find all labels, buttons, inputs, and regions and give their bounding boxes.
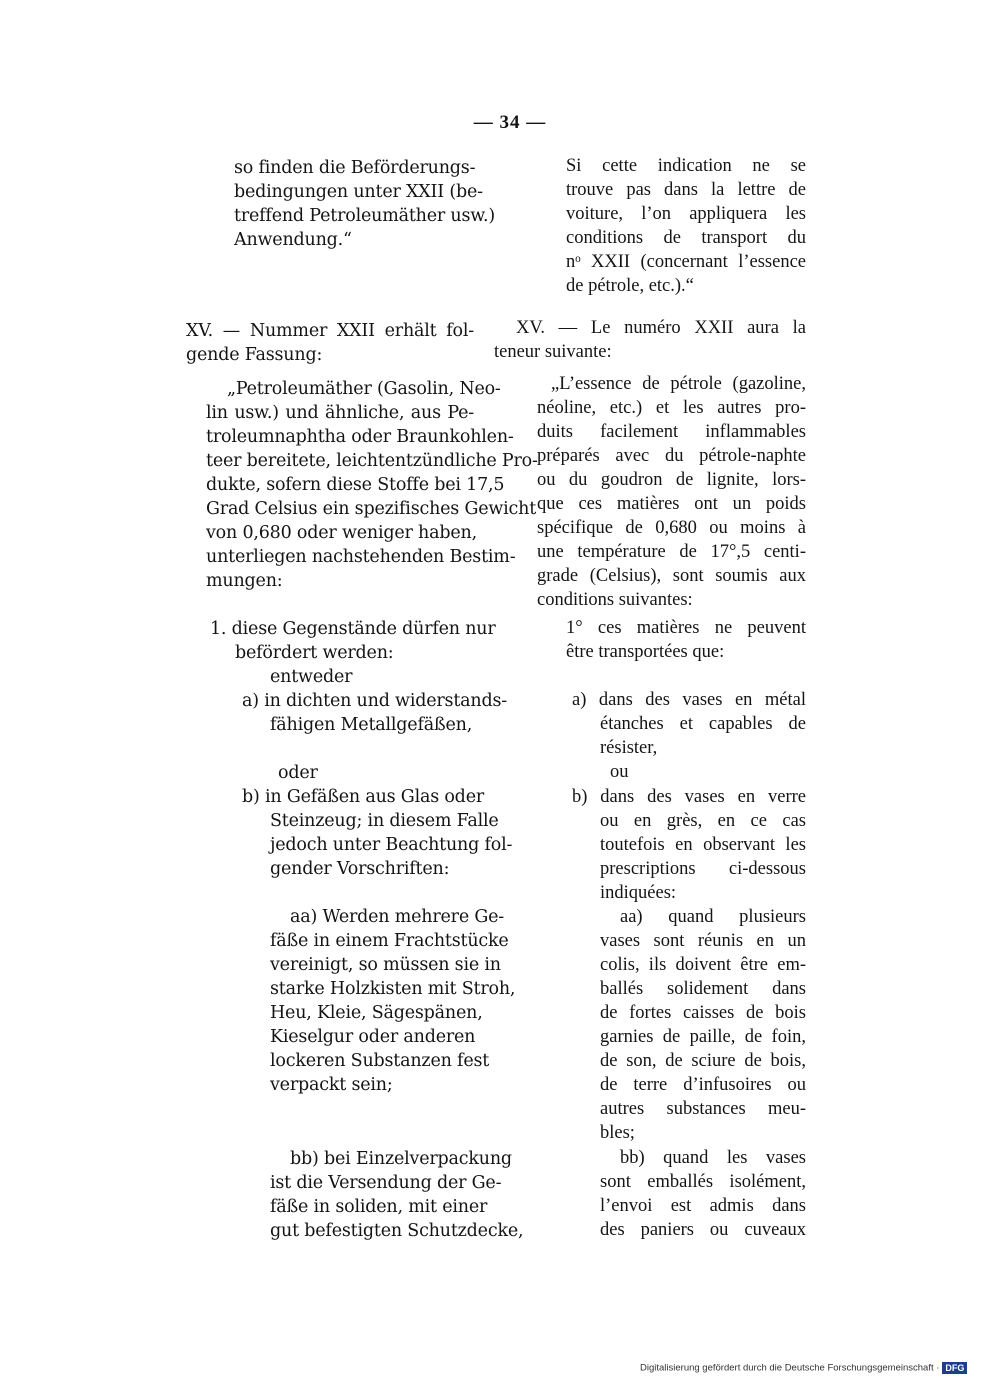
french-item1-line: a) dans des vases en métal [572, 690, 806, 710]
dfg-logo: DFG [942, 1362, 967, 1374]
french-intro-line: voiture, l’on appliquera les [566, 204, 806, 224]
french-xv-line: ou du goudron de lignite, lors- [537, 470, 806, 490]
german-xv-line: troleumnaphtha oder Braunkohlen- [206, 427, 514, 447]
french-aa-line: vases sont réunis en un [600, 931, 806, 951]
german-aa-line: Kieselgur oder anderen [270, 1027, 476, 1047]
german-xv-line: lin usw.) und ähnliche, aus Pe- [206, 403, 474, 423]
german-bb-line: ist die Versendung der Ge- [270, 1173, 502, 1193]
french-aa-line: autres substances meu- [600, 1099, 806, 1119]
french-aa-line: de terre d’infusoires ou [600, 1075, 806, 1095]
german-item1-line: oder [278, 763, 318, 783]
french-item1-line: toutefois en observant les [600, 835, 806, 855]
german-item1-line: befördert werden: [235, 643, 394, 663]
digitization-footer [640, 1362, 967, 1374]
french-item1-line: ou [610, 762, 629, 782]
german-xv-line: Grad Celsius ein spezifisches Gewicht [206, 499, 537, 519]
german-xv-line: dukte, sofern diese Stoffe bei 17,5 [206, 475, 505, 495]
german-xv-line: XV. — Nummer XXII erhält fol- [186, 321, 474, 341]
french-intro-line: Si cette indication ne se [566, 156, 806, 176]
german-aa-line: verpackt sein; [270, 1075, 393, 1095]
german-xv-line: teer bereitete, leichtentzündliche Pro- [206, 451, 538, 471]
french-intro-line: de pétrole, etc.).“ [566, 276, 694, 296]
french-xv-line: que ces matières ont un poids [537, 494, 806, 514]
french-intro-line: trouve pas dans la lettre de [566, 180, 806, 200]
german-bb-line: bb) bei Einzelverpackung [290, 1149, 512, 1169]
german-xv-line: unterliegen nachstehenden Bestim- [206, 547, 516, 567]
french-aa-line: garnies de paille, de foin, [600, 1027, 806, 1047]
french-xv-line: néoline, etc.) et les autres pro- [537, 398, 806, 418]
french-intro-line: nᵒ XXII (concernant l’essence [566, 252, 806, 272]
french-xv-line: préparés avec du pétrole-naphte [537, 446, 806, 466]
german-item1-line: jedoch unter Beachtung fol- [270, 835, 513, 855]
french-item1-line: b) dans des vases en verre [572, 787, 806, 807]
german-intro-line: so finden die Beförderungs- [234, 158, 476, 178]
french-item1-line: étanches et capables de [600, 714, 806, 734]
german-item1-line: entweder [270, 667, 353, 687]
german-item1-line: b) in Gefäßen aus Glas oder [242, 787, 485, 807]
german-aa-line: Heu, Kleie, Sägespänen, [270, 1003, 483, 1023]
german-bb-line: gut befestigten Schutzdecke, [270, 1221, 524, 1241]
german-aa-line: aa) Werden mehrere Ge- [290, 907, 505, 927]
french-item1-line: 1° ces matières ne peuvent [566, 618, 806, 638]
french-bb-line: des paniers ou cuveaux [600, 1220, 806, 1240]
german-intro-line: treffend Petroleumäther usw.) [234, 206, 495, 226]
french-aa-line: colis, ils doivent être em- [600, 955, 806, 975]
french-aa-line: ballés solidement dans [600, 979, 806, 999]
french-xv-line: spécifique de 0,680 ou moins à [537, 518, 806, 538]
french-xv-line: „L’essence de pétrole (gazoline, [551, 374, 806, 394]
french-item1-line: prescriptions ci-dessous [600, 859, 806, 879]
page-number: — 34 — [473, 112, 547, 133]
french-aa-line: bles; [600, 1123, 635, 1143]
french-aa-line: aa) quand plusieurs [620, 907, 806, 927]
french-aa-line: de fortes caisses de bois [600, 1003, 806, 1023]
german-item1-line: gender Vorschriften: [270, 859, 450, 879]
german-aa-line: lockeren Substanzen fest [270, 1051, 490, 1071]
german-xv-line: „Petroleumäther (Gasolin, Neo- [227, 379, 501, 399]
french-xv-line: teneur suivante: [494, 342, 612, 362]
french-item1-line: indiquées: [600, 883, 677, 903]
french-bb-line: bb) quand les vases [620, 1148, 806, 1168]
german-xv-line: mungen: [206, 571, 283, 591]
french-aa-line: de son, de sciure de bois, [600, 1051, 806, 1071]
german-aa-line: starke Holzkisten mit Stroh, [270, 979, 516, 999]
french-intro-line: conditions de transport du [566, 228, 806, 248]
german-xv-line: gende Fassung: [186, 345, 323, 365]
german-item1-line: 1. diese Gegenstände dürfen nur [210, 619, 496, 639]
german-item1-line: Steinzeug; in diesem Falle [270, 811, 499, 831]
french-xv-line: grade (Celsius), sont soumis aux [537, 566, 806, 586]
french-item1-line: résister, [600, 738, 658, 758]
german-bb-line: fäße in soliden, mit einer [270, 1197, 488, 1217]
french-bb-line: sont emballés isolément, [600, 1172, 806, 1192]
french-item1-line: ou en grès, en ce cas [600, 811, 806, 831]
german-intro-line: bedingungen unter XXII (be- [234, 182, 483, 202]
french-xv-line: une température de 17°,5 centi- [537, 542, 806, 562]
french-bb-line: l’envoi est admis dans [600, 1196, 806, 1216]
german-item1-line: fähigen Metallgefäßen, [270, 715, 473, 735]
german-xv-line: von 0,680 oder weniger haben, [206, 523, 477, 543]
german-intro-line: Anwendung.“ [234, 230, 352, 250]
footer-text: Digitalisierung gefördert durch die Deutsche Forschungsgemeinschaft · [640, 1362, 940, 1374]
german-item1-line: a) in dichten und widerstands- [242, 691, 507, 711]
french-xv-line: XV. — Le numéro XXII aura la [516, 318, 806, 338]
german-aa-line: vereinigt, so müssen sie in [270, 955, 501, 975]
french-xv-line: duits facilement inflammables [537, 422, 806, 442]
german-aa-line: fäße in einem Frachtstücke [270, 931, 509, 951]
french-xv-line: conditions suivantes: [537, 590, 693, 610]
french-item1-line: être transportées que: [566, 642, 725, 662]
